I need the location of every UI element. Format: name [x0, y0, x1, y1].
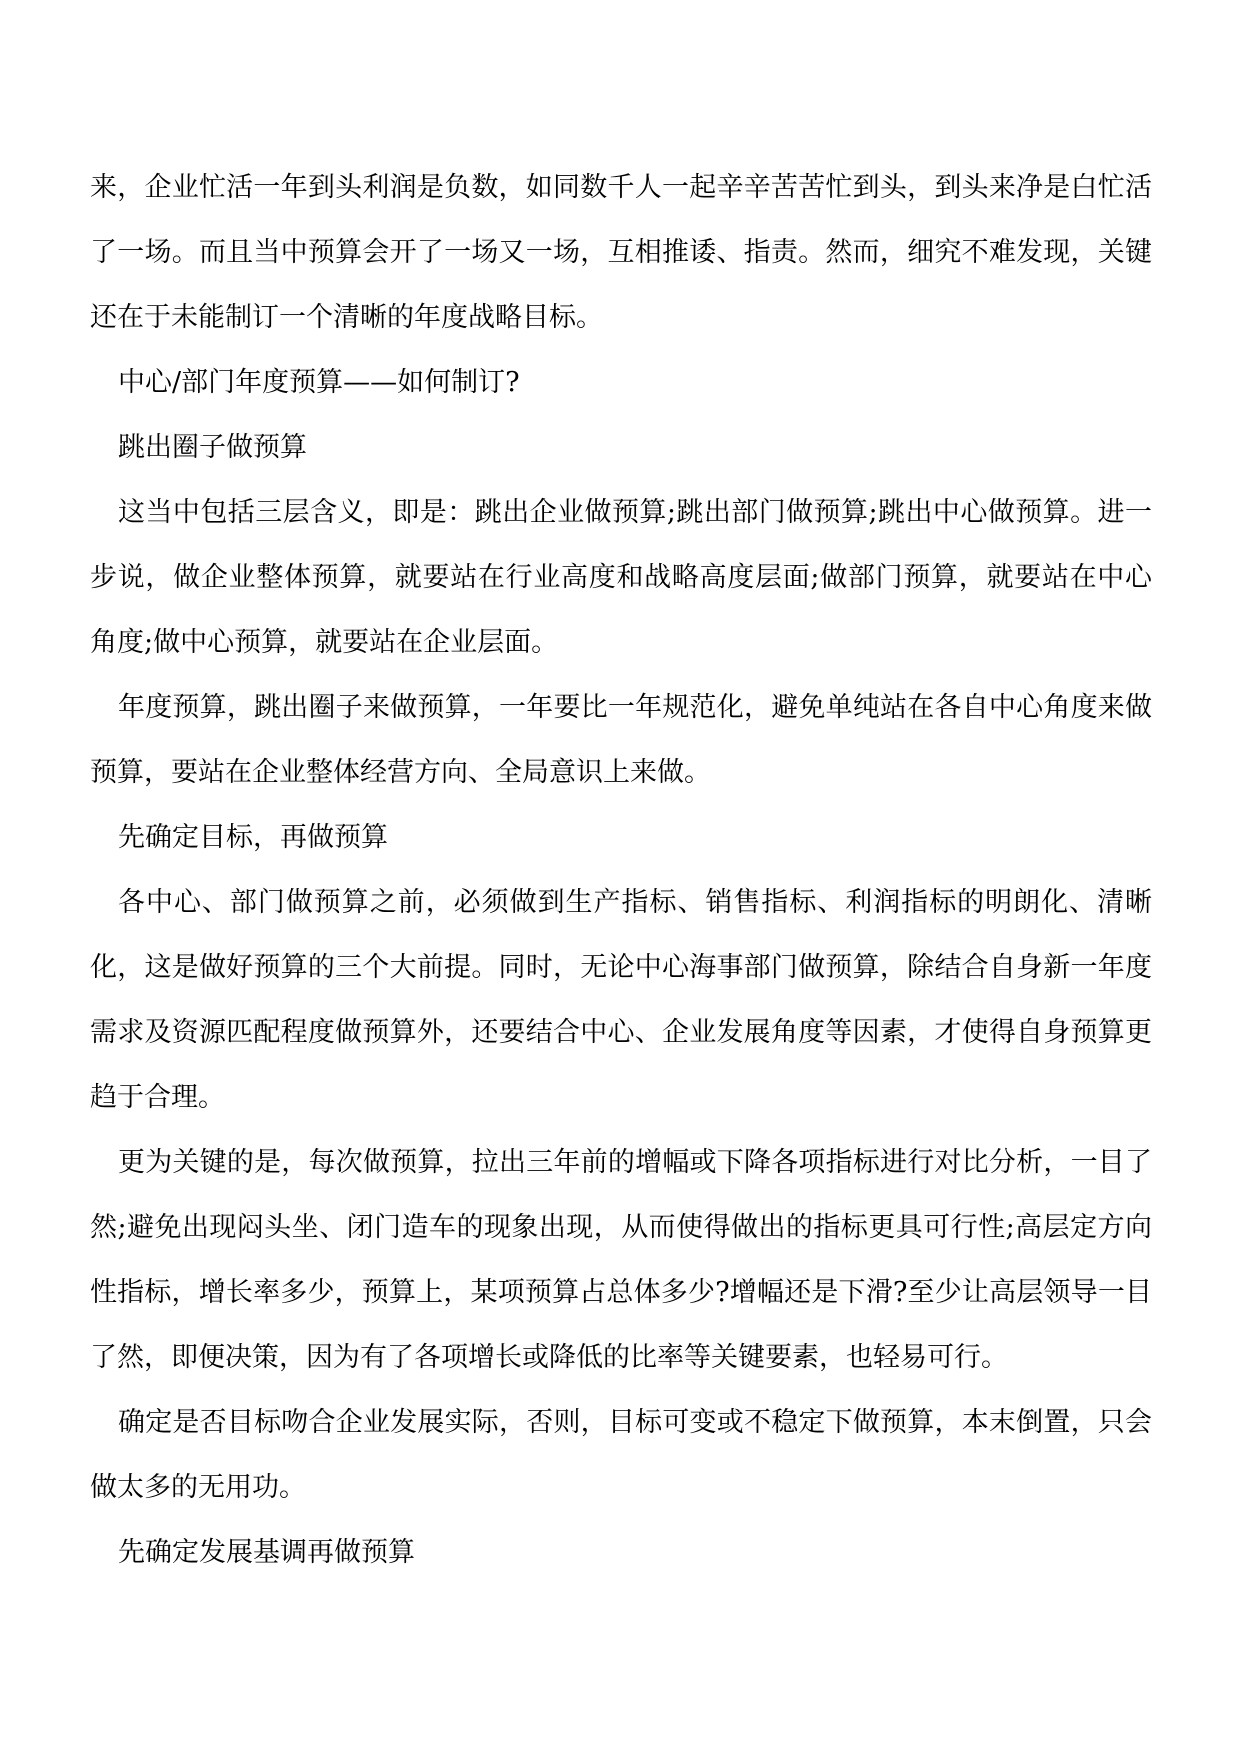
paragraph-continuation: 来，企业忙活一年到头利润是负数，如同数千人一起辛辛苦苦忙到头，到头来净是白忙活了一场。而且当中预算会开了一场又一场，互相推诿、指责。然而，细究不难发现，关键还在于未能制订一个清晰的年度战略目标。: [90, 172, 1152, 333]
paragraph-three-meanings: 这当中包括三层含义，即是：跳出企业做预算;跳出部门做预算;跳出中心做预算。进一步说，做企业整体预算，就要站在行业高度和战略高度层面;做部门预算，就要站在中心角度;做中心预算，就要站在企业层面。: [90, 497, 1152, 658]
subheading-set-goals: 先确定目标，再做预算: [118, 822, 388, 853]
paragraph-comparison-analysis: 更为关键的是，每次做预算，拉出三年前的增幅或下降各项指标进行对比分析，一目了然;避免出现闷头坐、闭门造车的现象出现，从而使得做出的指标更具可行性;高层定方向性指标，增长率多少，预算上，某项预算占总体多少?增幅还是下滑?至少让高层领导一目了然，即便决策，因为有了各项增长或降低的比率等关键要素，也轻易可行。: [90, 1147, 1152, 1373]
subheading-development-tone: 先确定发展基调再做预算: [118, 1537, 415, 1568]
paragraph-annual-budget: 年度预算，跳出圈子来做预算，一年要比一年规范化，避免单纯站在各自中心角度来做预算，要站在企业整体经营方向、全局意识上来做。: [90, 692, 1152, 788]
paragraph-prerequisites: 各中心、部门做预算之前，必须做到生产指标、销售指标、利润指标的明朗化、清晰化，这是做好预算的三个大前提。同时，无论中心海事部门做预算，除结合自身新一年度需求及资源匹配程度做预算外，还要结合中心、企业发展角度等因素，才使得自身预算更趋于合理。: [90, 887, 1152, 1113]
paragraph-goal-alignment: 确定是否目标吻合企业发展实际，否则，目标可变或不稳定下做预算，本末倒置，只会做太多的无用功。: [90, 1407, 1152, 1503]
document-body: [90, 155, 1152, 1585]
heading-department-budget: 中心/部门年度预算——如何制订?: [118, 367, 520, 398]
subheading-step-out: 跳出圈子做预算: [118, 432, 307, 463]
